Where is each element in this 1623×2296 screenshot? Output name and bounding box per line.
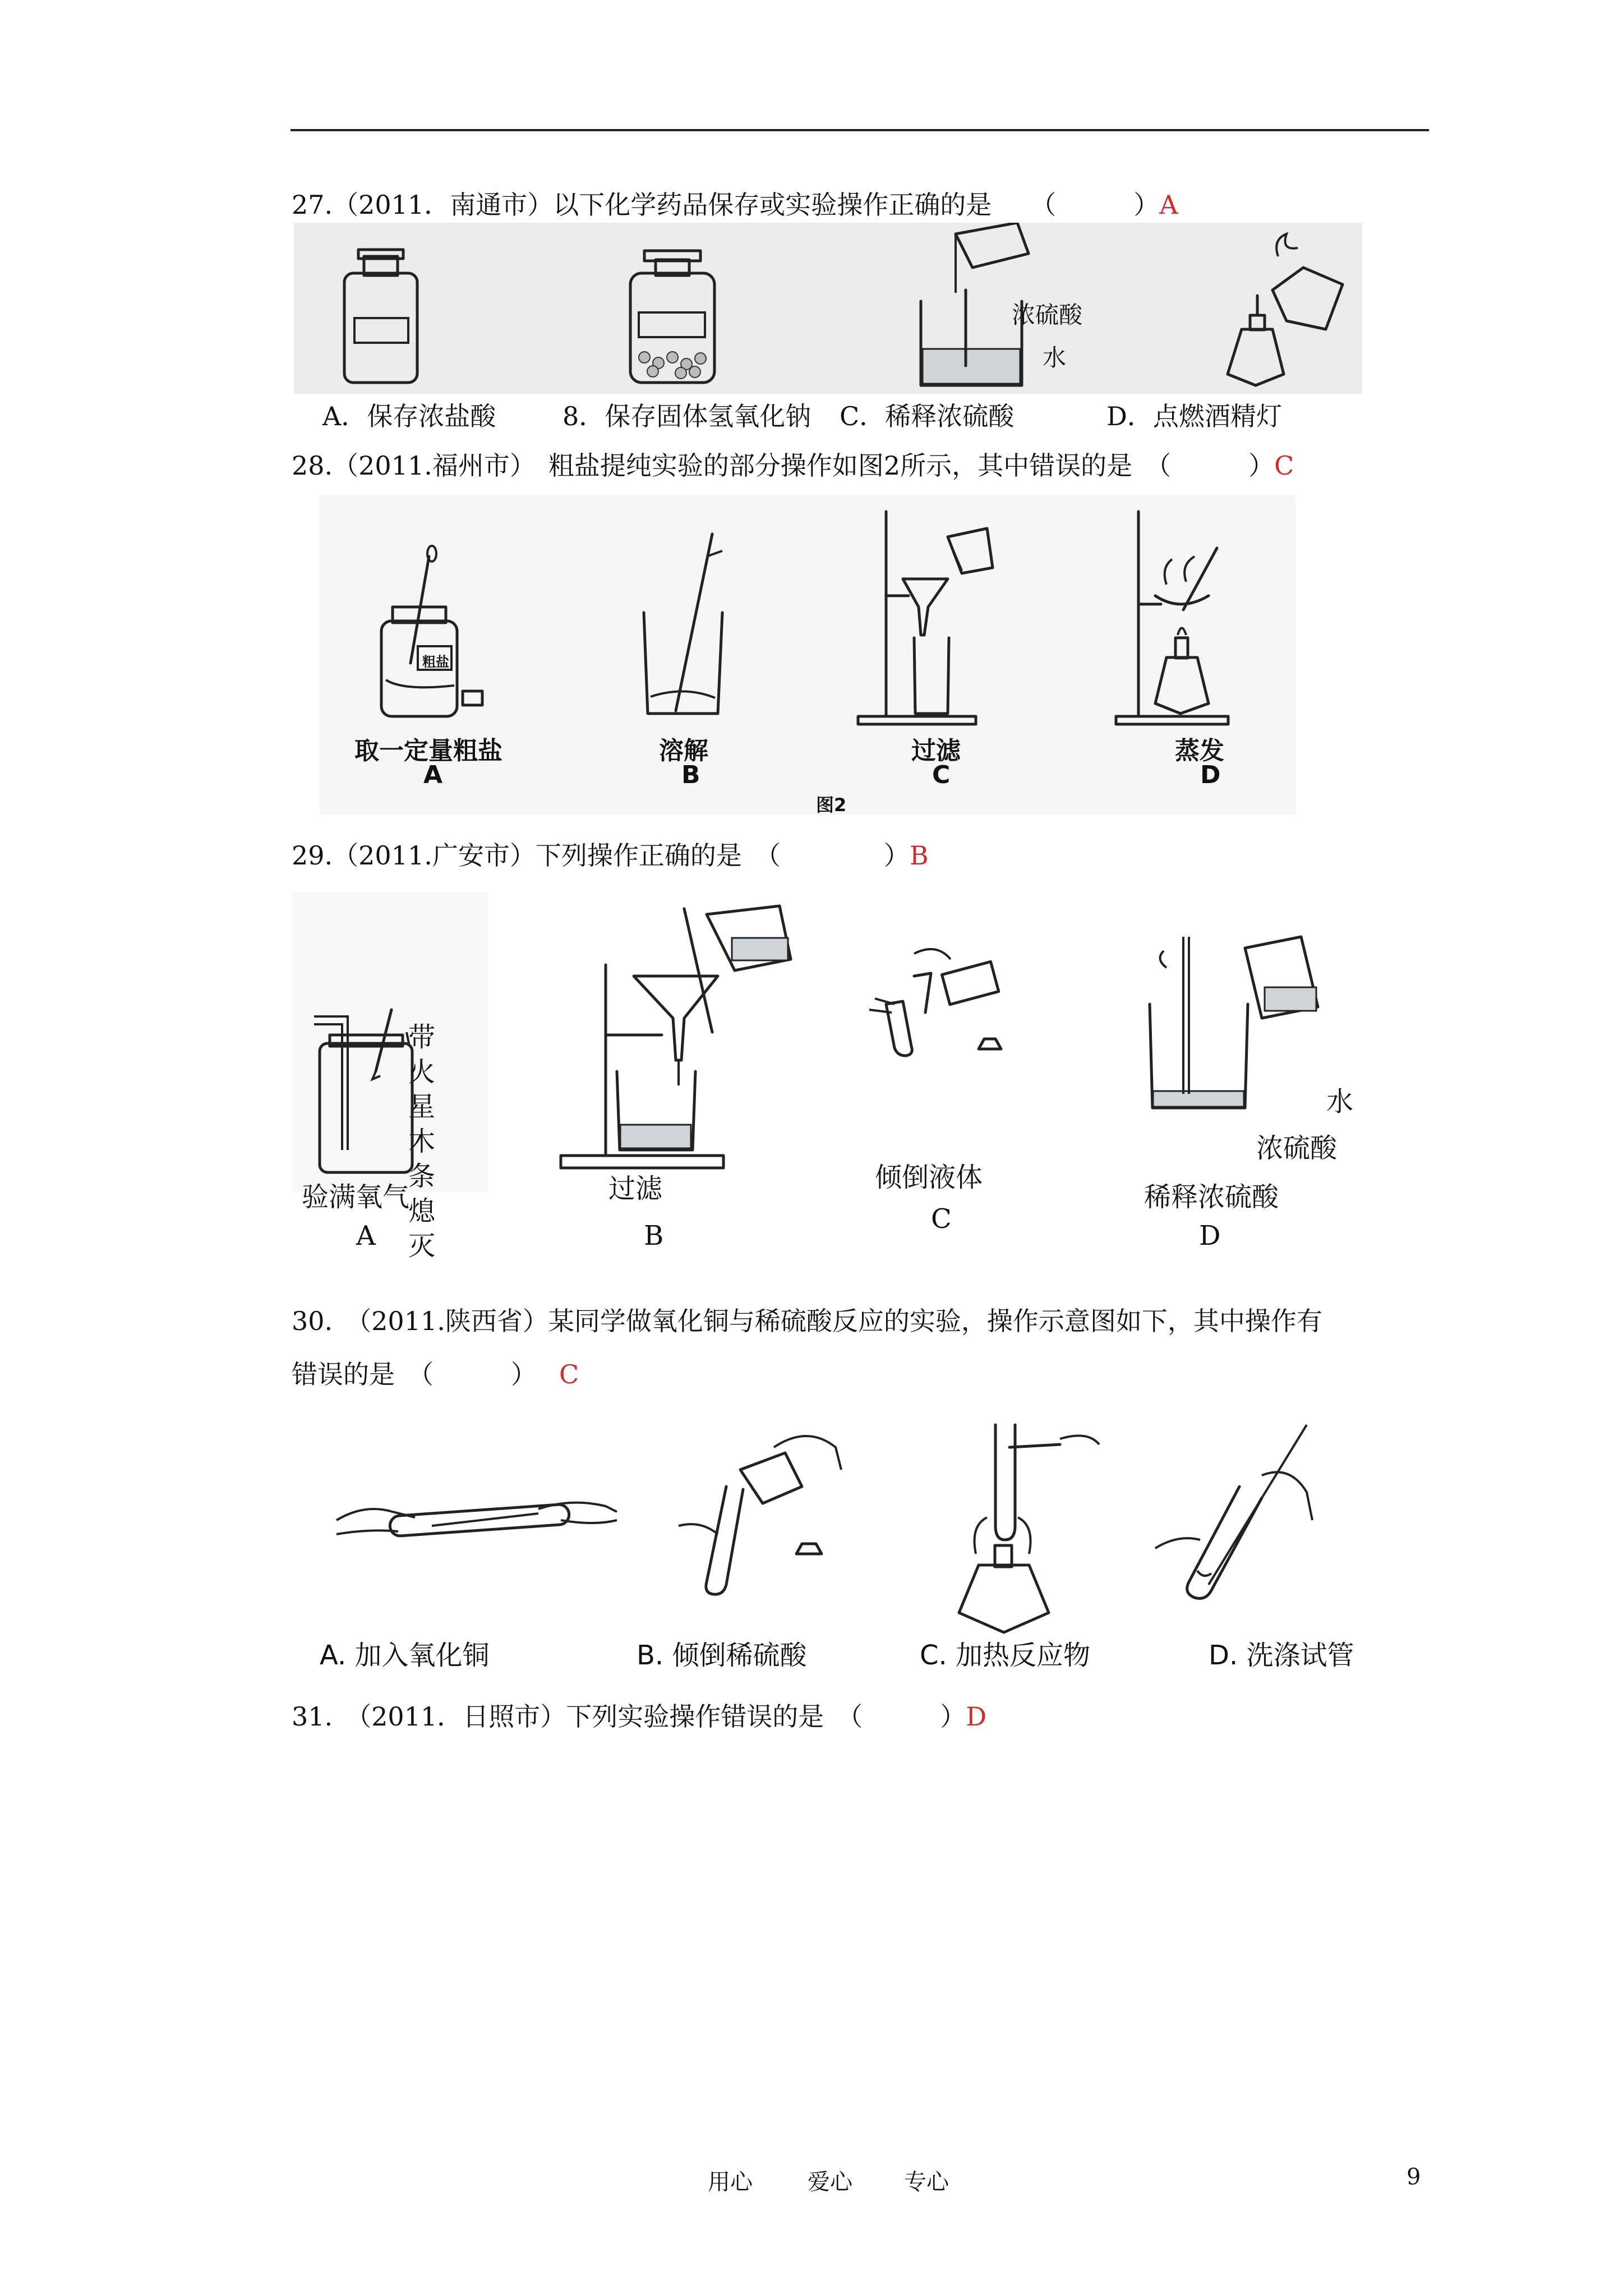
q31-answer: D <box>966 1701 987 1732</box>
q27-option-b: 8．保存固体氢氧化钠 <box>562 401 811 431</box>
q29-stem <box>292 839 929 872</box>
q30-add-cuo-a <box>336 1503 617 1537</box>
q29-side-label: 带火星木条熄灭 <box>408 1022 436 1262</box>
q30-heat-c <box>959 1425 1099 1632</box>
q27-answer: A <box>1159 190 1178 220</box>
q29-illustration <box>292 892 1357 1279</box>
q30-wash-d <box>1155 1425 1312 1598</box>
q28-bottle-label: 粗盐 <box>422 654 449 670</box>
q29-stem-text: 29.（2011.广安市）下列操作正确的是 （ ） <box>292 840 910 871</box>
q30-stem-line2-text: 错误的是 （ ） <box>292 1359 537 1389</box>
q29-label-water: 水 <box>1326 1086 1354 1117</box>
footer-motto-2: 爱心 <box>808 2169 852 2195</box>
q29-letter-b: B <box>644 1220 664 1251</box>
q30-caption-c: C. 加热反应物 <box>920 1640 1091 1671</box>
q27-label-water: 水 <box>1043 344 1067 371</box>
q28-letter-c: C <box>932 761 951 789</box>
q29-caption-a: 验满氧气 <box>302 1181 410 1213</box>
q29-dilute-d <box>1150 937 1318 1108</box>
q29-answer: B <box>909 840 929 871</box>
q27-figure <box>294 223 1362 394</box>
q27-option-d: D．点燃酒精灯 <box>1106 401 1282 431</box>
q29-caption-c: 倾倒液体 <box>875 1162 983 1193</box>
q29-label-conc-h2so4: 浓硫酸 <box>1256 1133 1338 1164</box>
q28-stem <box>292 449 1294 482</box>
q30-pour-acid-b <box>679 1436 841 1594</box>
q29-letter-c: C <box>931 1203 952 1235</box>
q28-figure-caption: 图2 <box>816 794 847 816</box>
q29-letter-d: D <box>1199 1220 1221 1251</box>
q27-bottle-b <box>630 251 714 383</box>
q30-stem-line2 <box>292 1358 579 1391</box>
q29-pour-c <box>869 949 1001 1056</box>
q28-filter-c <box>858 512 993 724</box>
q28-letter-a: A <box>423 761 443 789</box>
q27-bottle-a <box>344 250 417 383</box>
q31-stem <box>292 1700 986 1733</box>
q28-salt-jar-a <box>381 546 482 716</box>
footer-motto-1: 用心 <box>708 2169 753 2195</box>
q28-illustration <box>320 495 1295 815</box>
q29-filter-b <box>561 906 791 1168</box>
q28-caption-d: 蒸发 <box>1175 737 1224 765</box>
q27-option-a: A．保存浓盐酸 <box>322 401 496 431</box>
q27-alcohol-lamp-d <box>1228 234 1343 385</box>
header-rule <box>291 129 1429 131</box>
q30-caption-d: D. 洗涤试管 <box>1209 1640 1354 1671</box>
q29-caption-b: 过滤 <box>608 1173 663 1204</box>
q30-caption-a: A. 加入氧化铜 <box>320 1640 490 1671</box>
q30-figure <box>314 1414 1408 1694</box>
q27-stem-text: 27.（2011．南通市）以下化学药品保存或实验操作正确的是 （ ） <box>292 190 1160 220</box>
q28-letter-d: D <box>1200 761 1221 789</box>
q28-stem-text: 28.（2011.福州市） 粗盐提纯实验的部分操作如图2所示，其中错误的是 （ ） <box>292 450 1275 481</box>
q28-figure <box>320 495 1295 815</box>
q29-letter-a: A <box>356 1220 376 1251</box>
q27-label-conc-h2so4: 浓硫酸 <box>1012 301 1083 329</box>
q27-illustration <box>294 223 1362 394</box>
q30-answer: C <box>559 1359 579 1389</box>
q28-beaker-b <box>644 534 722 714</box>
q29-caption-d: 稀释浓硫酸 <box>1144 1181 1279 1213</box>
q27-option-c: C．稀释浓硫酸 <box>840 401 1015 431</box>
page-number: 9 <box>1407 2164 1421 2190</box>
q28-caption-b: 溶解 <box>659 737 708 765</box>
q27-stem <box>292 188 1178 222</box>
q31-stem-text: 31. （2011．日照市）下列实验操作错误的是 （ ） <box>292 1701 966 1732</box>
q28-letter-b: B <box>681 761 700 789</box>
q28-evaporate-d <box>1116 512 1228 724</box>
q28-caption-c: 过滤 <box>911 737 961 765</box>
footer-motto-3: 专心 <box>904 2169 949 2195</box>
q29-gas-bottle-a <box>314 1010 412 1172</box>
q28-answer: C <box>1274 450 1294 481</box>
q29-figure <box>292 892 1357 1279</box>
q28-caption-a: 取一定量粗盐 <box>354 737 502 765</box>
q30-stem-line1: 30. （2011.陕西省）某同学做氧化铜与稀硫酸反应的实验，操作示意图如下，其中操作有 <box>292 1306 1322 1336</box>
q30-caption-b: B. 倾倒稀硫酸 <box>637 1640 807 1671</box>
